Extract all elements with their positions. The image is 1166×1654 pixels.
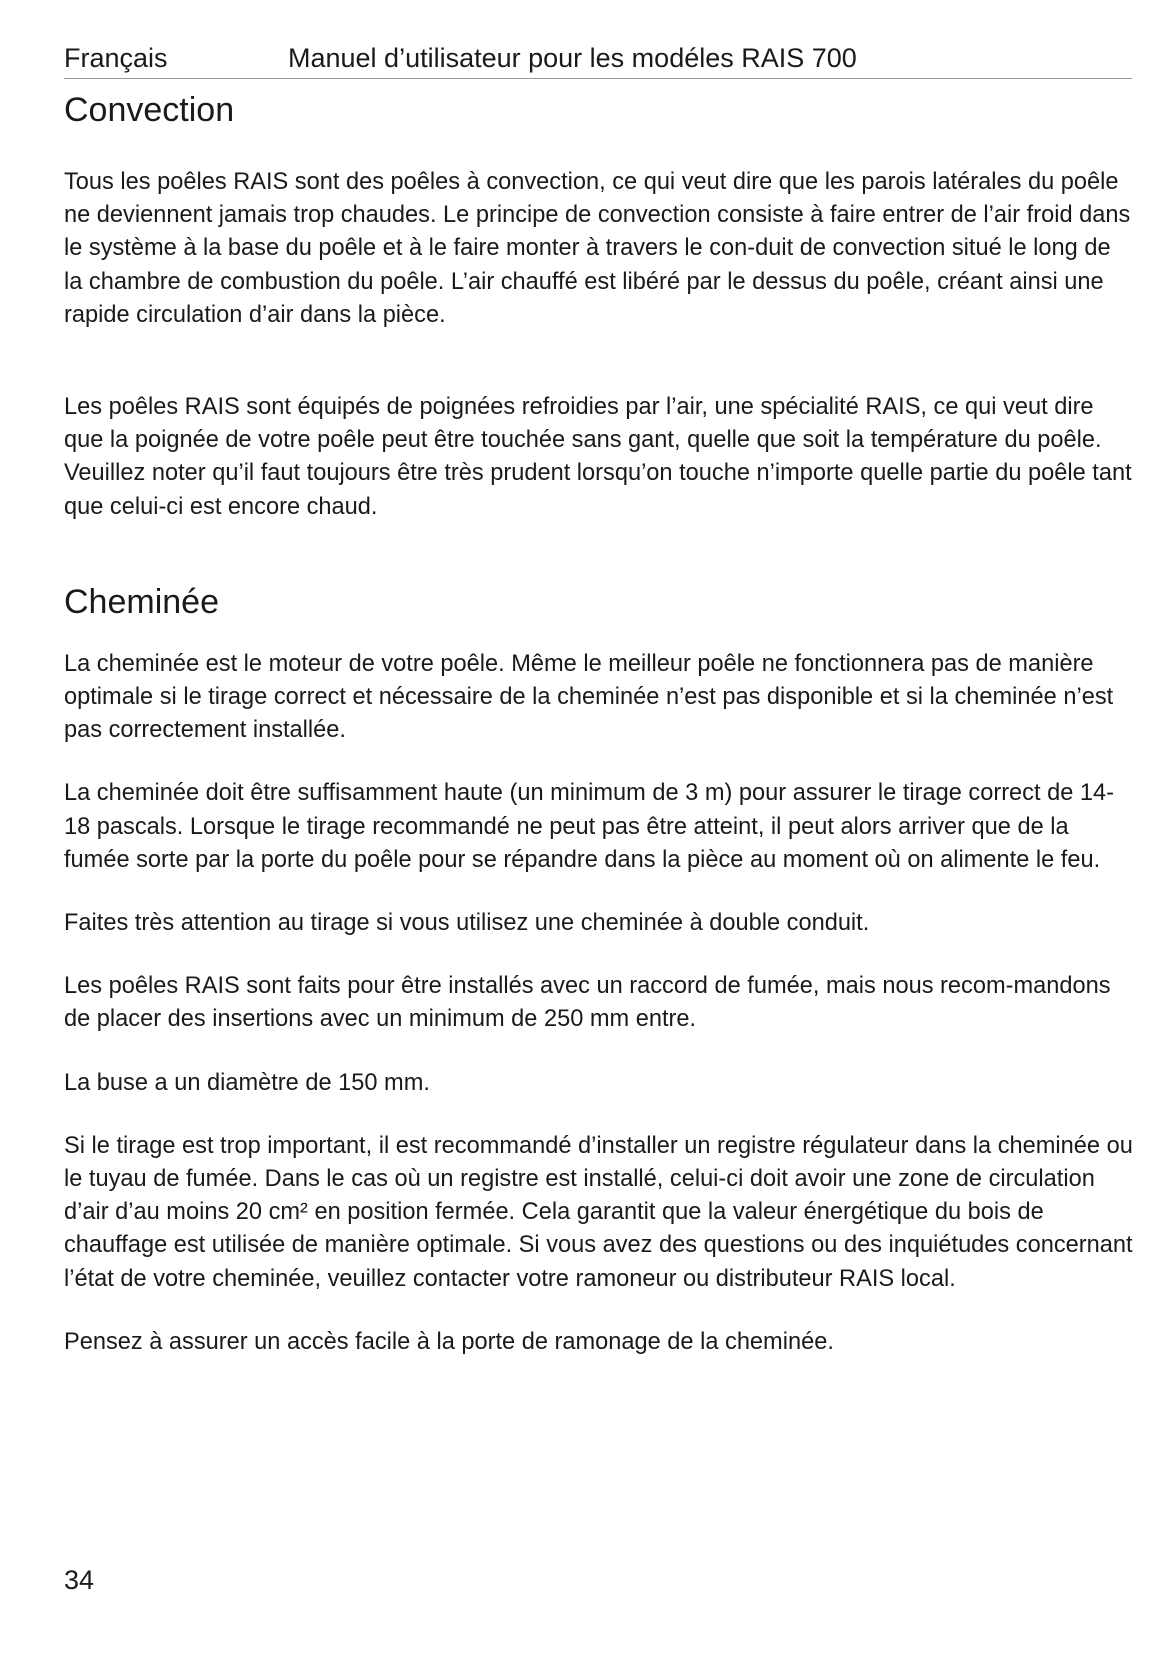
paragraph-cheminee-1: La cheminée est le moteur de votre poêle. Même le meilleur poêle ne fonctionnera pas de manière optimale si le tirage correct et nécessaire de la cheminée n’est pas disponible et si la cheminée n’est pas correctement installée. <box>64 650 1114 744</box>
paragraph-cheminee-7: Pensez à assurer un accès facile à la porte de ramonage de la cheminée. <box>64 1328 834 1355</box>
header-title: Manuel d’utilisateur pour les modéles RAIS 700 <box>288 43 857 73</box>
page-header <box>64 40 1132 79</box>
paragraph-cheminee-5: La buse a un diamètre de 150 mm. <box>64 1069 430 1096</box>
paragraph-cheminee-2: La cheminée doit être suffisamment haute (un minimum de 3 m) pour assurer le tirage correct de 14-18 pascals. Lorsque le tirage recommandé ne peut pas être atteint, il peut alors arriver que de la fumée sorte par la porte du poêle pour se répandre dans la pièce au moment où on alimente le feu. <box>64 780 1114 873</box>
header-language: Français <box>64 43 168 73</box>
paragraph-cheminee-3: Faites très attention au tirage si vous utilisez une cheminée à double conduit. <box>64 910 870 937</box>
page-number: 34 <box>64 1565 95 1595</box>
paragraph-cheminee-6: Si le tirage est trop important, il est recommandé d’installer un registre régulateur dans la cheminée ou le tuyau de fumée. Dans le cas où un registre est installé, celui-ci doit avoir une zone de circulation d’air d’au moins 20 cm² en position fermée. Cela garantit que la valeur énergétique du bois de chauffage est utilisée de manière optimale. Si vous avez des questions ou des inquiétudes concernant l’état de votre cheminée, veuillez contacter votre ramoneur ou distributeur RAIS local. <box>64 1132 1133 1292</box>
page-content <box>64 88 1134 1359</box>
section-heading-cheminee: Cheminée <box>64 582 219 621</box>
paragraph-convection-2: Les poêles RAIS sont équipés de poignées refroidies par l’air, une spécialité RAIS, ce qui veut dire que la poignée de votre poêle peut être touchée sans gant, quelle que soit la température du poêle. Veuillez noter qu’il faut toujours être très prudent lorsqu’on touche n’importe quelle partie du poêle tant que celui-ci est encore chaud. <box>64 394 1132 520</box>
paragraph-convection-1: Tous les poêles RAIS sont des poêles à convection, ce qui veut dire que les parois latérales du poêle ne deviennent jamais trop chaudes. Le principe de convection consiste à faire entrer de l’air froid dans le système à la base du poêle et à le faire monter à travers le con-duit de convection situé le long de la chambre de combustion du poêle. L’air chauffé est libéré par le dessus du poêle, créant ainsi une rapide circulation d’air dans la pièce. <box>64 169 1131 328</box>
section-heading-convection: Convection <box>64 91 235 129</box>
paragraph-cheminee-4: Les poêles RAIS sont faits pour être installés avec un raccord de fumée, mais nous recom-mandons de placer des insertions avec un minimum de 250 mm entre. <box>64 973 1111 1033</box>
